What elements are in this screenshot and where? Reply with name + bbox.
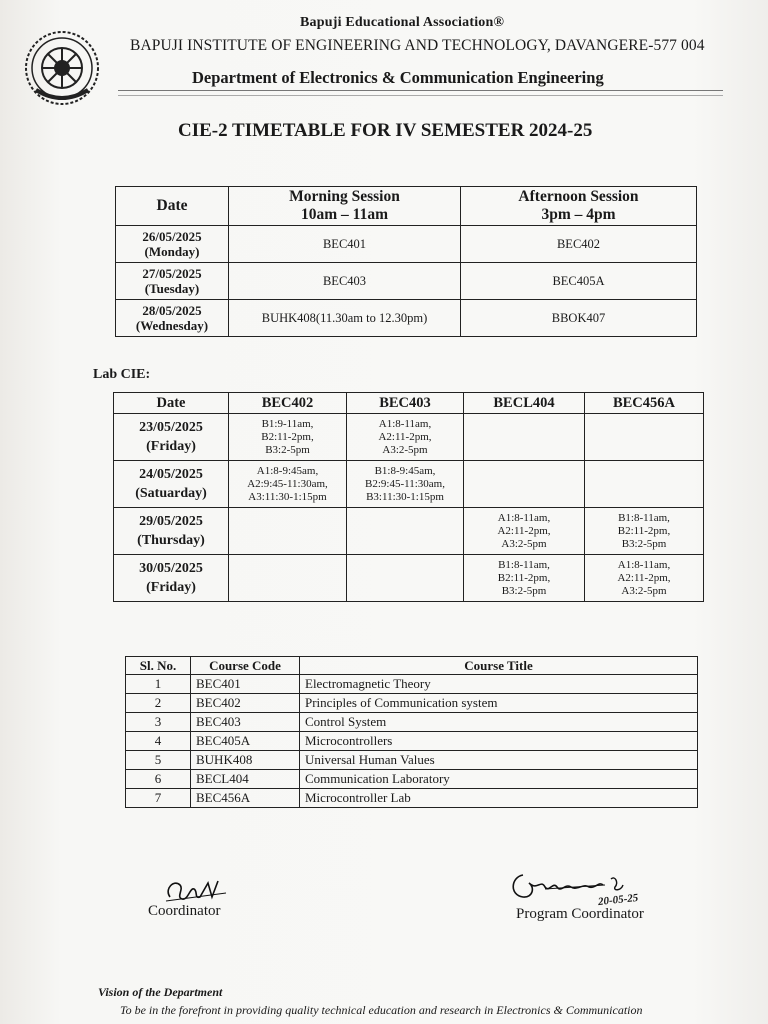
morning-exam-cell: BEC403 <box>229 263 461 300</box>
afternoon-exam-cell: BEC405A <box>461 263 697 300</box>
table-header-row <box>116 187 697 226</box>
batch-slot: A2:9:45-11:30am, <box>247 477 328 490</box>
table-row <box>126 713 698 732</box>
association-name: Bapuji Educational Association® <box>300 15 505 30</box>
date-cell <box>114 414 229 461</box>
morning-exam-cell: BEC401 <box>229 226 461 263</box>
course-title-cell: Electromagnetic Theory <box>300 675 698 694</box>
date-cell <box>116 263 229 300</box>
sl-no-cell: 2 <box>126 694 191 713</box>
day-value: (Monday) <box>144 244 200 259</box>
course-title-cell: Universal Human Values <box>300 751 698 770</box>
day-value: (Friday) <box>146 580 196 595</box>
batch-slot: B3:2-5pm <box>501 584 547 597</box>
table-row <box>126 694 698 713</box>
course-code-cell: BUHK408 <box>191 751 300 770</box>
date-value: 26/05/2025 <box>142 229 202 244</box>
table-row <box>126 751 698 770</box>
batch-slot: A1:8-11am, <box>497 511 551 524</box>
day-value: (Satuarday) <box>135 486 207 501</box>
date-value: 30/05/2025 <box>139 561 203 576</box>
date-cell <box>114 508 229 555</box>
date-cell <box>114 461 229 508</box>
date-cell <box>114 555 229 602</box>
batch-slot: A3:2-5pm <box>621 584 667 597</box>
theory-timetable <box>115 186 697 337</box>
table-row <box>114 461 704 508</box>
lab-becl404-header: BECL404 <box>464 393 585 414</box>
batch-slot: B3:2-5pm <box>621 537 667 550</box>
course-code-cell: BECL404 <box>191 770 300 789</box>
lab-slot-cell <box>229 414 347 461</box>
lab-cie-label: Lab CIE: <box>93 367 151 382</box>
lab-slot-cell <box>229 555 347 602</box>
batch-slot: A3:2-5pm <box>382 443 428 456</box>
sl-no-cell: 6 <box>126 770 191 789</box>
sl-no-cell: 1 <box>126 675 191 694</box>
table-row <box>126 789 698 808</box>
signature-date: 20-05-25 <box>597 891 639 909</box>
course-title-cell: Control System <box>300 713 698 732</box>
table-row <box>114 555 704 602</box>
batch-slot: B1:8-9:45am, <box>374 464 436 477</box>
lab-slot-cell <box>347 555 464 602</box>
batch-slot: B3:11:30-1:15pm <box>366 490 444 503</box>
lab-slot-cell <box>229 508 347 555</box>
batch-slot: A1:8-9:45am, <box>256 464 319 477</box>
table-row <box>116 263 697 300</box>
table-row <box>126 675 698 694</box>
course-code-cell: BEC402 <box>191 694 300 713</box>
sl-no-cell: 7 <box>126 789 191 808</box>
table-row <box>126 770 698 789</box>
afternoon-exam-cell: BBOK407 <box>461 300 697 337</box>
course-code-cell: BEC405A <box>191 732 300 751</box>
afternoon-header <box>461 187 697 226</box>
vision-text: To be in the forefront in providing quality technical education and research in Electronics & Communication <box>120 1003 643 1017</box>
sl-no-cell: 3 <box>126 713 191 732</box>
batch-slot: A3:2-5pm <box>501 537 547 550</box>
day-value: (Thursday) <box>137 533 205 548</box>
date-header: Date <box>116 187 229 226</box>
coordinator-label: Coordinator <box>148 903 221 919</box>
department-name: Department of Electronics & Communication Engineering <box>192 68 604 87</box>
vision-heading: Vision of the Department <box>98 985 223 999</box>
lab-slot-cell <box>585 461 704 508</box>
morning-exam-cell: BUHK408(11.30am to 12.30pm) <box>229 300 461 337</box>
batch-slot: A1:8-11am, <box>378 417 432 430</box>
lab-slot-cell <box>229 461 347 508</box>
date-value: 24/05/2025 <box>139 467 203 482</box>
date-value: 27/05/2025 <box>142 266 202 281</box>
course-title-header: Course Title <box>300 657 698 675</box>
table-header-row <box>126 657 698 675</box>
institute-name: BAPUJI INSTITUTE OF ENGINEERING AND TECHNOLOGY, DAVANGERE-577 004 <box>130 37 705 54</box>
page-title: CIE-2 TIMETABLE FOR IV SEMESTER 2024-25 <box>178 120 593 141</box>
morning-header-time: 10am – 11am <box>301 206 388 223</box>
date-value: 29/05/2025 <box>139 514 203 529</box>
table-row <box>114 508 704 555</box>
lab-bec403-header: BEC403 <box>347 393 464 414</box>
batch-slot: A2:11-2pm, <box>378 430 432 443</box>
batch-slot: B2:11-2pm, <box>617 524 671 537</box>
date-cell <box>116 226 229 263</box>
course-table <box>125 656 698 808</box>
batch-slot: A3:11:30-1:15pm <box>248 490 327 503</box>
lab-bec402-header: BEC402 <box>229 393 347 414</box>
batch-slot: B2:11-2pm, <box>261 430 314 443</box>
lab-slot-cell <box>464 555 585 602</box>
lab-slot-cell <box>347 508 464 555</box>
batch-slot: B3:2-5pm <box>265 443 310 456</box>
batch-slot: A2:11-2pm, <box>617 571 671 584</box>
sl-no-header: Sl. No. <box>126 657 191 675</box>
batch-slot: A1:8-11am, <box>617 558 671 571</box>
header-divider <box>118 90 723 91</box>
lab-date-header: Date <box>114 393 229 414</box>
afternoon-header-title: Afternoon Session <box>518 188 639 205</box>
lab-slot-cell <box>464 508 585 555</box>
lab-slot-cell <box>347 461 464 508</box>
course-title-cell: Microcontroller Lab <box>300 789 698 808</box>
lab-slot-cell <box>585 414 704 461</box>
table-row <box>116 300 697 337</box>
program-coordinator-label: Program Coordinator <box>516 906 644 922</box>
day-value: (Wednesday) <box>135 318 209 333</box>
date-value: 23/05/2025 <box>139 420 203 435</box>
batch-slot: B1:9-11am, <box>261 417 314 430</box>
afternoon-header-time: 3pm – 4pm <box>541 206 616 223</box>
course-code-cell: BEC403 <box>191 713 300 732</box>
lab-bec456a-header: BEC456A <box>585 393 704 414</box>
lab-slot-cell <box>464 461 585 508</box>
sl-no-cell: 5 <box>126 751 191 770</box>
date-cell <box>116 300 229 337</box>
lab-slot-cell <box>464 414 585 461</box>
table-row <box>126 732 698 751</box>
morning-header <box>229 187 461 226</box>
sl-no-cell: 4 <box>126 732 191 751</box>
coordinator-signature-icon <box>160 875 235 905</box>
lab-slot-cell <box>585 555 704 602</box>
course-title-cell: Microcontrollers <box>300 732 698 751</box>
course-code-header: Course Code <box>191 657 300 675</box>
day-value: (Tuesday) <box>144 281 200 296</box>
table-row <box>114 414 704 461</box>
course-code-cell: BEC401 <box>191 675 300 694</box>
course-title-cell: Communication Laboratory <box>300 770 698 789</box>
table-row <box>116 226 697 263</box>
lab-timetable <box>113 392 704 602</box>
course-code-cell: BEC456A <box>191 789 300 808</box>
afternoon-exam-cell: BEC402 <box>461 226 697 263</box>
batch-slot: B2:11-2pm, <box>497 571 551 584</box>
institute-logo-icon <box>22 28 102 108</box>
morning-header-title: Morning Session <box>289 188 400 205</box>
lab-slot-cell <box>347 414 464 461</box>
table-header-row <box>114 393 704 414</box>
batch-slot: B2:9:45-11:30am, <box>365 477 445 490</box>
batch-slot: B1:8-11am, <box>498 558 550 571</box>
course-title-cell: Principles of Communication system <box>300 694 698 713</box>
day-value: (Friday) <box>146 439 196 454</box>
header-divider-secondary <box>118 95 723 96</box>
batch-slot: B1:8-11am, <box>618 511 670 524</box>
lab-slot-cell <box>585 508 704 555</box>
date-value: 28/05/2025 <box>142 303 202 318</box>
batch-slot: A2:11-2pm, <box>497 524 551 537</box>
